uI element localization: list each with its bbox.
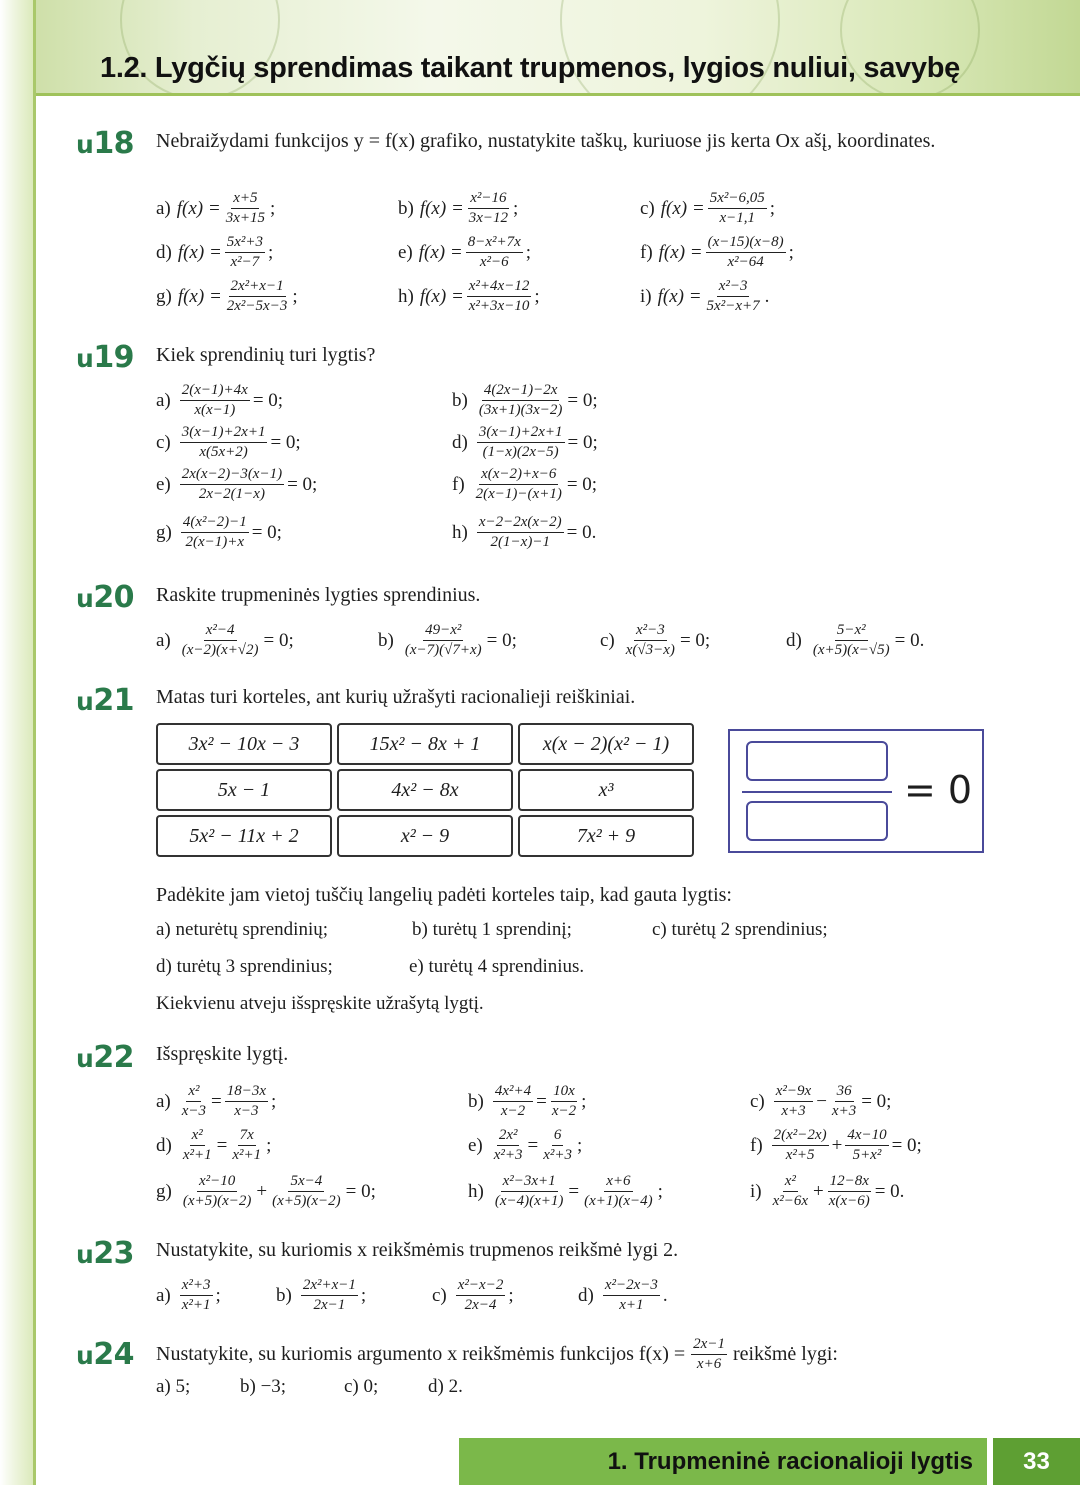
exercise-item: c) $\frac{\text{x²−9x}}{x+3}$ − $\frac{36}{x+3}$ = 0; <box>750 1083 892 1119</box>
fraction: $\frac{(x-15)(x-8)}{\text{x²−64}}$ <box>707 234 784 270</box>
exercise-item: i) f(x) = $\frac{\text{x²−3}}{\text{5x²−x+7}}$ . <box>640 278 770 314</box>
exercise-item: c) $\frac{\text{x²−3}}{x(√3-x)}$ = 0; <box>600 622 711 658</box>
fraction: $\frac{x(x-2)+x-6}{2(x-1)-(x+1)}$ <box>475 466 562 502</box>
exercise-item: a) $\frac{\text{x²+3}}{\text{x²+1}}$ ; <box>156 1277 221 1313</box>
fraction: $\frac{18-3x}{x-3}$ <box>226 1083 267 1119</box>
u24-item: c) 0; <box>344 1376 379 1397</box>
fraction: $\frac{2x(x-2)-3(x-1)}{2x-2(1-x)}$ <box>181 466 283 502</box>
u21-option: e) turėtų 4 sprendinius. <box>409 956 585 977</box>
fraction: $\frac{\text{x²−10}}{(x+5)(x-2)}$ <box>182 1173 252 1209</box>
expression-card[interactable]: x³ <box>518 769 694 811</box>
fraction: $\frac{\text{2x²}}{\text{x²+3}}$ <box>493 1127 523 1163</box>
exercise-item: e) $\frac{\text{2x²}}{\text{x²+3}}$ = $\frac{6}{\text{x²+3}}$ ; <box>468 1127 583 1163</box>
fraction: $\frac{4x-10}{\text{5+x²}}$ <box>847 1127 887 1163</box>
exercise-item: a) f(x) = $\frac{x+5}{3x+15}$ ; <box>156 190 276 226</box>
fraction: $\frac{\text{x²−3}}{x(√3-x)}$ <box>625 622 675 658</box>
u24-item: b) −3; <box>240 1376 287 1397</box>
exercise-number-20: u20 <box>76 580 135 615</box>
expression-card[interactable]: 3x² − 10x − 3 <box>156 723 332 765</box>
exercise-number-19: u19 <box>76 340 135 375</box>
equals-zero: = 0 <box>904 768 973 812</box>
fraction: $\frac{12-8x}{x(x-6)}$ <box>828 1173 870 1209</box>
exercise-number-21: u21 <box>76 683 135 718</box>
exercise-item: d) $\frac{3(x-1)+2x+1}{(1-x)(2x-5)}$ = 0; <box>452 424 598 460</box>
u21-option: a) neturėtų sprendinių; <box>156 919 329 940</box>
exercise-item: d) $\frac{\text{5−x²}}{(x+5)(x-√5)}$ = 0. <box>786 622 925 658</box>
exercise-item: f) $\frac{x(x-2)+x-6}{2(x-1)-(x+1)}$ = 0; <box>452 466 598 502</box>
exercise-item: f) f(x) = $\frac{(x-15)(x-8)}{\text{x²−64}}$ ; <box>640 234 794 270</box>
u21-closing: Kiekvienu atveju išspręskite užrašytą lygtį. <box>156 993 484 1014</box>
u21-prompt: Padėkite jam vietoj tuščių langelių padėti korteles taip, kad gauta lygtis: <box>156 884 732 906</box>
exercise-item: h) $\frac{x-2-2x(x-2)}{2(1-x)-1}$ = 0. <box>452 514 597 550</box>
fraction: $\frac{3(x-1)+2x+1}{x(5x+2)}$ <box>181 424 266 460</box>
exercise-item: a) $\frac{\text{x²−4}}{(x-2)(x+√2)}$ = 0; <box>156 622 294 658</box>
fraction: $\frac{\text{x²}}{\text{x²−6x}}$ <box>772 1173 809 1209</box>
fraction: $\frac{\text{x²+3}}{\text{x²+1}}$ <box>181 1277 211 1313</box>
u24-item: d) 2. <box>428 1376 463 1397</box>
left-decor-strip <box>0 0 36 1485</box>
fraction: $\frac{\text{x²−3}}{\text{5x²−x+7}}$ <box>706 278 760 314</box>
fraction: $\frac{\text{x²−9x}}{x+3}$ <box>775 1083 812 1119</box>
exercise-number-23: u23 <box>76 1236 135 1271</box>
fraction: $\frac{\text{4x²+4}}{x-2}$ <box>494 1083 532 1119</box>
exercise-item: a) $\frac{\text{x²}}{x-3}$ = $\frac{18-3x}{x-3}$ ; <box>156 1083 277 1119</box>
exercise-item: f) $\frac{\text{2(x²−2x)}}{\text{x²+5}}$ + $\frac{4x-10}{\text{5+x²}}$ = 0; <box>750 1127 922 1163</box>
fraction: $\frac{\text{x²−2x−3}}{x+1}$ <box>604 1277 658 1313</box>
denominator-slot[interactable] <box>746 801 888 841</box>
task-text-19: Kiek sprendinių turi lygtis? <box>156 344 376 366</box>
task-text-22: Išspręskite lygtį. <box>156 1043 289 1065</box>
fraction: $\frac{\text{2x²+x−1}}{\text{2x²−5x−3}}$ <box>226 278 288 314</box>
exercise-item: b) f(x) = $\frac{\text{x²−16}}{3x-12}$ ; <box>398 190 519 226</box>
exercise-number-22: u22 <box>76 1040 135 1075</box>
expression-card[interactable]: 7x² + 9 <box>518 815 694 857</box>
fraction: $\frac{\text{5x²+3}}{\text{x²−7}}$ <box>226 234 264 270</box>
exercise-item: b) $\frac{\text{49−x²}}{(x-7)(√7+x)}$ = 0; <box>378 622 517 658</box>
fraction: $\frac{\text{4(x²−2)−1}}{2(x-1)+x}$ <box>182 514 247 550</box>
expression-card[interactable]: 15x² − 8x + 1 <box>337 723 513 765</box>
expression-card[interactable]: 4x² − 8x <box>337 769 513 811</box>
fraction: $\frac{\text{2(x²−2x)}}{\text{x²+5}}$ <box>773 1127 827 1163</box>
u21-option: c) turėtų 2 sprendinius; <box>652 919 828 940</box>
fraction: $\frac{\text{5−x²}}{(x+5)(x-√5)}$ <box>812 622 890 658</box>
exercise-item: d) $\frac{\text{x²}}{\text{x²+1}}$ = $\frac{7x}{\text{x²+1}}$ ; <box>156 1127 272 1163</box>
exercise-item: b) $\frac{\text{4x²+4}}{x-2}$ = $\frac{10x}{x-2}$ ; <box>468 1083 587 1119</box>
exercise-number-24: u24 <box>76 1337 135 1372</box>
exercise-item: c) $\frac{\text{x²−x−2}}{2x-4}$ ; <box>432 1277 514 1313</box>
exercise-item: e) f(x) = $\frac{\text{8−x²+7x}}{\text{x²−6}}$ ; <box>398 234 532 270</box>
fraction: $\frac{x+5}{3x+15}$ <box>225 190 265 226</box>
task-text-18: Nebraižydami funkcijos y = f(x) grafiko, nustatykite taškų, kuriuose jis kerta Ox ašį, koordinates. <box>156 130 936 152</box>
numerator-slot[interactable] <box>746 741 888 781</box>
exercise-item: c) f(x) = $\frac{\text{5x²−6,05}}{x-1,1}$ ; <box>640 190 776 226</box>
fraction: $\frac{\text{8−x²+7x}}{\text{x²−6}}$ <box>467 234 521 270</box>
page-title: 1.2. Lygčių sprendimas taikant trupmenos, lygios nuliui, savybę <box>100 52 960 84</box>
fraction: $\frac{5x-4}{(x+5)(x-2)}$ <box>272 1173 341 1209</box>
page-number: 33 <box>993 1438 1080 1485</box>
fraction: $\frac{2(x-1)+4x}{x(x-1)}$ <box>181 382 248 418</box>
exercise-number-18: u18 <box>76 126 135 161</box>
fraction: $\frac{3(x-1)+2x+1}{(1-x)(2x-5)}$ <box>478 424 563 460</box>
fraction: $\frac{\text{x²−4}}{(x-2)(x+√2)}$ <box>181 622 259 658</box>
u21-option: b) turėtų 1 sprendinį; <box>412 919 572 940</box>
exercise-item: h) $\frac{\text{x²−3x+1}}{(x-4)(x+1)}$ = $\frac{x+6}{(x+1)(x-4)}$ ; <box>468 1173 663 1209</box>
task-text-21: Matas turi korteles, ant kurių užrašyti racionalieji reiškiniai. <box>156 686 636 708</box>
expression-card[interactable]: x(x − 2)(x² − 1) <box>518 723 694 765</box>
fraction: $\frac{\text{49−x²}}{(x-7)(√7+x)}$ <box>404 622 482 658</box>
exercise-item: a) $\frac{2(x-1)+4x}{x(x-1)}$ = 0; <box>156 382 284 418</box>
fraction: $\frac{36}{x+3}$ <box>831 1083 857 1119</box>
exercise-item: c) $\frac{3(x-1)+2x+1}{x(5x+2)}$ = 0; <box>156 424 301 460</box>
task-text-23: Nustatykite, su kuriomis x reikšmėmis trupmenos reikšmė lygi 2. <box>156 1239 679 1261</box>
exercise-item: b) $\frac{\text{2x²+x−1}}{2x-1}$ ; <box>276 1277 367 1313</box>
footer-chapter: 1. Trupmeninė racionalioji lygtis <box>459 1438 987 1485</box>
exercise-item: i) $\frac{\text{x²}}{\text{x²−6x}}$ + $\frac{12-8x}{x(x-6)}$ = 0. <box>750 1173 905 1209</box>
exercise-item: h) f(x) = $\frac{\text{x²+4x−12}}{\text{x²+3x−10}}$ ; <box>398 278 540 314</box>
expression-card[interactable]: 5x − 1 <box>156 769 332 811</box>
fraction: $\frac{\text{2x²+x−1}}{2x-1}$ <box>302 1277 356 1313</box>
fraction: $\frac{4(2x-1)-2x}{(3x+1)(3x-2)}$ <box>478 382 563 418</box>
task-text-20: Raskite trupmeninės lygties sprendinius. <box>156 584 481 606</box>
fraction: $\frac{2x-1}{x+6}$ <box>693 1336 725 1372</box>
fraction: $\frac{\text{x²−16}}{3x-12}$ <box>468 190 509 226</box>
fraction: $\frac{10x}{x-2}$ <box>551 1083 577 1119</box>
fraction: $\frac{\text{x²}}{\text{x²+1}}$ <box>182 1127 212 1163</box>
expression-card[interactable]: 5x² − 11x + 2 <box>156 815 332 857</box>
u21-option: d) turėtų 3 sprendinius; <box>156 956 333 977</box>
u24-item: a) 5; <box>156 1376 191 1397</box>
fraction: $\frac{7x}{\text{x²+1}}$ <box>232 1127 262 1163</box>
exercise-item: g) $\frac{\text{x²−10}}{(x+5)(x-2)}$ + $\frac{5x-4}{(x+5)(x-2)}$ = 0; <box>156 1173 376 1209</box>
fraction: $\frac{\text{x²−3x+1}}{(x-4)(x+1)}$ <box>494 1173 564 1209</box>
fraction: $\frac{6}{\text{x²+3}}$ <box>543 1127 573 1163</box>
fraction: $\frac{\text{x²+4x−12}}{\text{x²+3x−10}}$ <box>468 278 530 314</box>
exercise-item: e) $\frac{2x(x-2)-3(x-1)}{2x-2(1-x)}$ = 0; <box>156 466 318 502</box>
exercise-item: b) $\frac{4(2x-1)-2x}{(3x+1)(3x-2)}$ = 0; <box>452 382 598 418</box>
exercise-item: g) $\frac{\text{4(x²−2)−1}}{2(x-1)+x}$ = 0; <box>156 514 282 550</box>
fraction-bar <box>742 791 892 793</box>
exercise-item: d) f(x) = $\frac{\text{5x²+3}}{\text{x²−7}}$ ; <box>156 234 274 270</box>
fraction: $\frac{\text{5x²−6,05}}{x-1,1}$ <box>709 190 765 226</box>
exercise-item: d) $\frac{\text{x²−2x−3}}{x+1}$ . <box>578 1277 668 1313</box>
expression-card[interactable]: x² − 9 <box>337 815 513 857</box>
fraction: $\frac{x+6}{(x+1)(x-4)}$ <box>584 1173 653 1209</box>
fraction: $\frac{\text{x²}}{x-3}$ <box>181 1083 207 1119</box>
exercise-item: g) f(x) = $\frac{\text{2x²+x−1}}{\text{2x²−5x−3}}$ ; <box>156 278 298 314</box>
task-text-24: Nustatykite, su kuriomis argumento x reikšmėmis funkcijos f(x) = $\frac{2x-1}{x+6}$ reikšmė lygi: <box>156 1336 838 1372</box>
fraction: $\frac{x-2-2x(x-2)}{2(1-x)-1}$ <box>478 514 562 550</box>
fraction: $\frac{\text{x²−x−2}}{2x-4}$ <box>457 1277 504 1313</box>
equation-template-box <box>728 729 984 853</box>
